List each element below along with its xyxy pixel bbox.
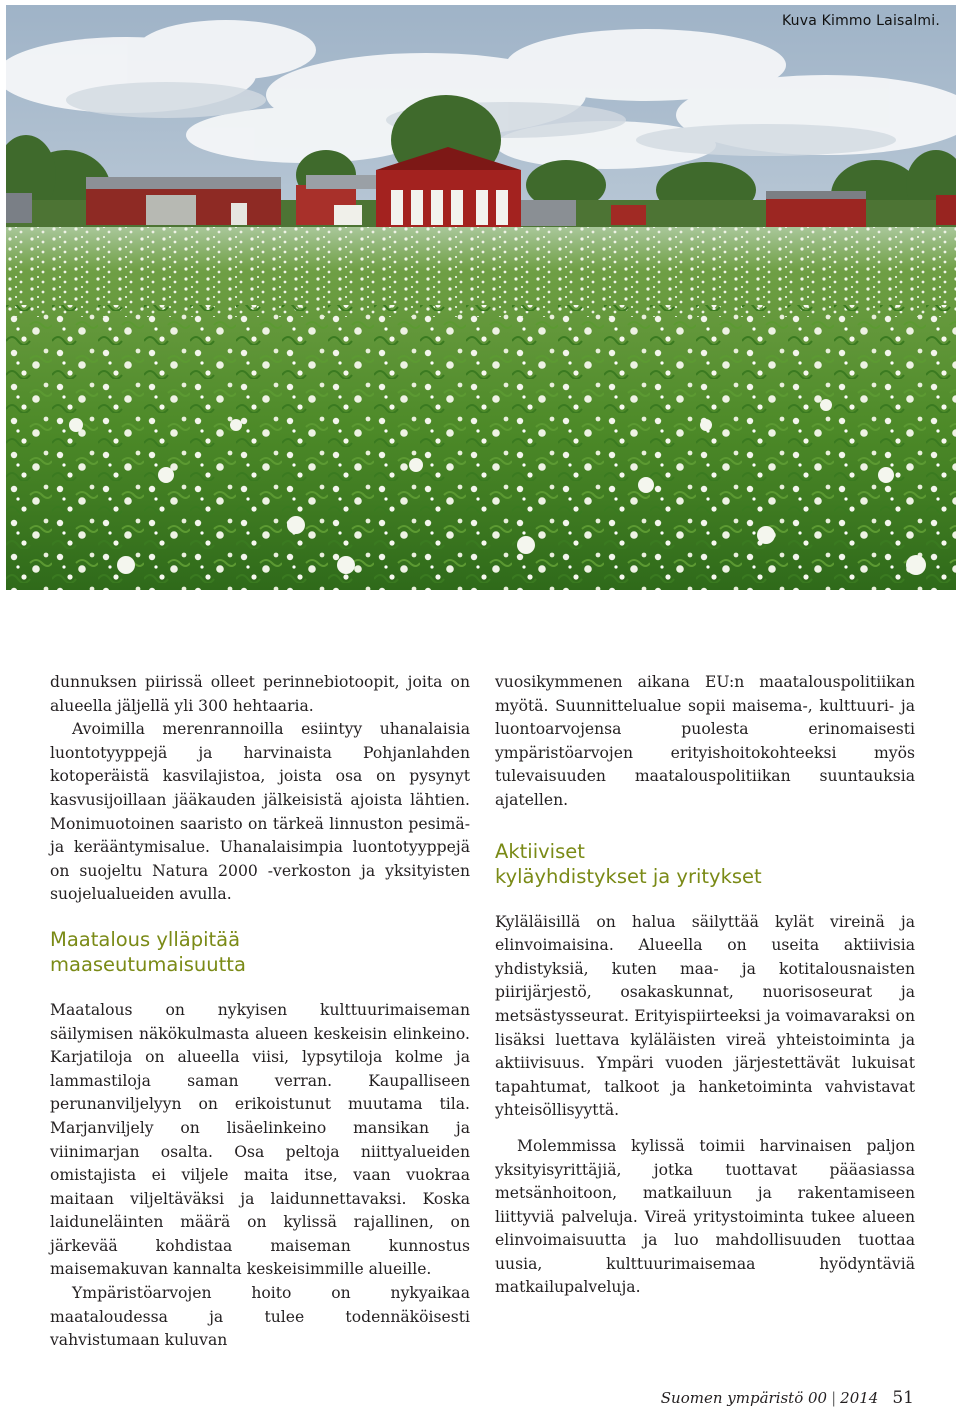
right-paragraph-2: Kyläläisillä on halua säilyttää kylät vireinä ja elinvoimaisina. Alueella on useita aktiivisia yhdistyksiä, kuten maa- ja kotitalousnaisten piirijärjestö, osakaskunnat, nuorisoseurat ja metsästysseurat. Erityispiirteeksi ja voimavaraksi on lisäksi luettava kyläläisten vireä yhteistoiminta ja aktiivisuus. Ympäri vuoden järjestettävät lukuisat tapahtumat, talkoot ja hanketoiminta vahvistavat yhteisöllisyyttä. xyxy=(495,912,915,1120)
right-paragraph-1: vuosikymmenen aikana EU:n maatalouspolitiikan myötä. Suunnittelualue sopii maisema-, kulttuuri- ja luontoarvojensa puolesta erinomaisesti ympäristöarvojen erityishoitokohteeksi myös tulevaisuuden maatalouspolitiikan suuntauksia ajatellen. xyxy=(495,673,915,809)
publication-year: 2014 xyxy=(840,1389,879,1407)
left-paragraph-4: Ympäristöarvojen hoito on nykyaikaa maataloudessa ja tulee todennäköisesti vahvistumaan kuluvan xyxy=(50,1284,470,1350)
heading-line-1: Aktiiviset xyxy=(495,839,585,863)
photo-credit: Kuva Kimmo Laisalmi. xyxy=(781,13,940,29)
left-paragraph-3: Maatalous on nykyisen kulttuurimaiseman säilymisen näkökulmasta alueen keskeisin elinkeino. Karjatiloja on alueella viisi, lypsytiloja kolme ja lammastiloja saman verran. Kaupalliseen perunanviljelyyn on erikoistunut muutama tila. Marjanviljely on lisäelinkeino mansikan ja viinimarjan osalta. Osa peltoja niittyalueiden omistajista ei viljele maita itse, vaan vuokraa maitaan viljeltäväksi ja laidunnettavaksi. Koska laiduneläinten määrä on kylissä rajallinen, on järkevää kohdistaa maiseman kunnostus maisemakuvan kannalta keskeisimmille alueille. xyxy=(50,1000,470,1279)
section-heading-agriculture: Maatalous ylläpitää maaseutumaisuutta xyxy=(50,927,246,976)
left-column xyxy=(50,671,470,1353)
right-column xyxy=(495,671,915,1300)
landscape-photo xyxy=(6,5,956,590)
footer-separator: | xyxy=(831,1389,837,1407)
heading-line-2: kyläyhdistykset ja yritykset xyxy=(495,864,762,888)
page-number: 51 xyxy=(892,1388,914,1408)
series-name: Suomen ympäristö 00 xyxy=(660,1389,828,1407)
photo-illustration xyxy=(6,5,956,590)
left-paragraph-1: dunnuksen piirissä olleet perinnebiotoopit, joita on alueella jäljellä yli 300 hehtaaria. xyxy=(50,673,470,715)
left-paragraph-2: Avoimilla merenrannoilla esiintyy uhanalaisia luontotyyppejä ja harvinaista Pohjanlahden kotoperäistä kasvilajistoa, joista osa on pysynyt kasvusijoillaan jääkauden jälkeisistä ajoista lähtien. Monimuotoinen saaristo on tärkeä linnuston pesimä- ja kerääntymisalue. Uhanalaisimpia luontotyyppejä on suojeltu Natura 2000 -verkoston ja yksityisten suojelualueiden avulla. xyxy=(50,720,470,904)
page-footer xyxy=(661,1388,914,1408)
section-heading-village-associations xyxy=(495,839,915,889)
right-paragraph-3: Molemmissa kylissä toimii harvinaisen paljon yksityisyrittäjiä, jotka tuottavat pääasiassa metsänhoitoon, matkailuun ja rakentamiseen liittyviä palveluja. Vireä yritystoiminta tukee alueen elinvoimaisuutta ja luo mahdollisuuden tuottaa uusia, kulttuurimaisemaa hyödyntäviä matkailupalveluja. xyxy=(495,1136,915,1297)
